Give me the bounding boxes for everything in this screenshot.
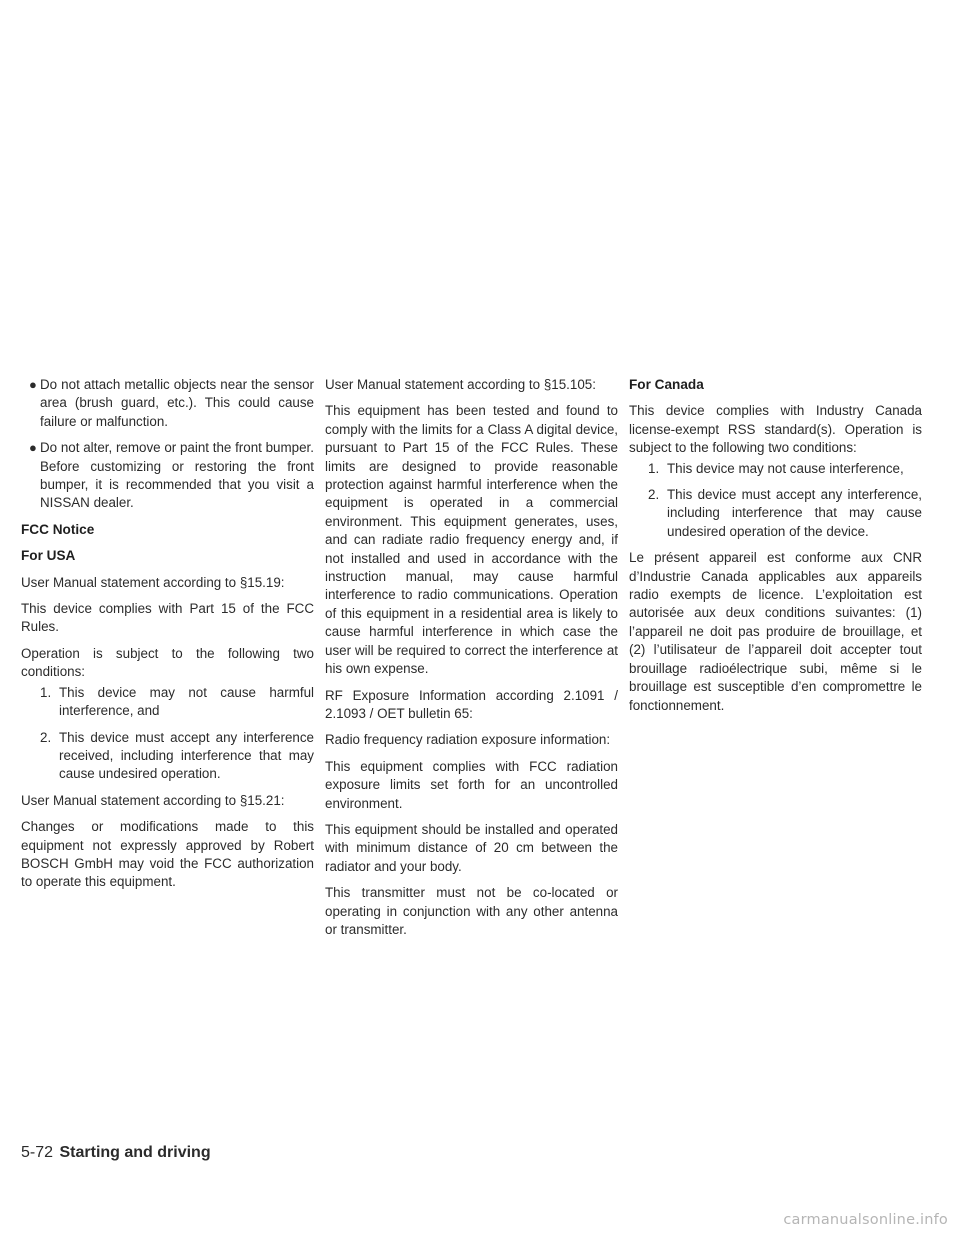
- list-text: This device may not cause harmful interference, and: [59, 684, 314, 719]
- list-text: This device must accept any interference, including interference that may cause undesired operation of the device.: [667, 487, 922, 539]
- paragraph-changes: Changes or modifications made to this equipment not expressly approved by Robert BOSCH GmbH may void the FCC authorization to operate this equipment.: [21, 819, 314, 890]
- paragraph-rf-exposure: RF Exposure Information according 2.1091 / 2.1093 / OET bulletin 65:: [325, 687, 618, 721]
- list-number: 1.: [648, 460, 660, 476]
- heading-fcc-notice: FCC Notice: [21, 521, 95, 537]
- bullet-text: Do not attach metallic objects near the sensor area (brush guard, etc.). This could cause failure or malfunction.: [40, 377, 314, 429]
- paragraph-15-19: User Manual statement according to §15.19:: [21, 574, 285, 590]
- paragraph-part15: This device complies with Part 15 of the FCC Rules.: [21, 601, 314, 635]
- column-left: [21, 376, 314, 900]
- watermark-text: carmanualsonline.info: [783, 1212, 948, 1228]
- list-item: [629, 486, 922, 541]
- heading-for-usa: For USA: [21, 548, 76, 564]
- paragraph-french: Le présent appareil est conforme aux CNR d’Industrie Canada applicables aux appareils radio exempts de licence. L’exploitation est autorisée aux deux conditions suivantes: (1) l’appareil ne doit pas produire de brouillage, et (2) l’utilisateur de l’appareil doit accepter tout brouillage radioélectrique subi, même si le brouillage est susceptible d’en compromettre le fonctionnement.: [629, 550, 922, 713]
- list-text: This device may not cause interference,: [667, 460, 904, 476]
- paragraph-complies: This equipment complies with FCC radiation exposure limits set forth for an uncontrolled environment.: [325, 758, 618, 811]
- list-item: [21, 729, 314, 784]
- bullet-item: [21, 376, 314, 431]
- canada-conditions-list: [629, 460, 922, 542]
- page-footer: [21, 1143, 211, 1163]
- list-number: 2.: [40, 729, 52, 745]
- list-item: [629, 460, 922, 478]
- list-number: 1.: [40, 684, 52, 700]
- bullet-icon: ●: [29, 440, 37, 456]
- paragraph-radiation-info: Radio frequency radiation exposure information:: [325, 732, 611, 748]
- section-title: Starting and driving: [59, 1144, 211, 1161]
- list-number: 2.: [648, 487, 660, 503]
- list-item: [21, 684, 314, 721]
- column-right: [629, 376, 922, 723]
- column-middle: [325, 376, 618, 947]
- bullet-item: [21, 439, 314, 513]
- paragraph-industry-canada: This device complies with Industry Canada license-exempt RSS standard(s). Operation is subject to the following two conditions:: [629, 403, 922, 456]
- paragraph-tested: This equipment has been tested and found to comply with the limits for a Class A digital device, pursuant to Part 15 of the FCC Rules. These limits are designed to provide reasonable protection against harmful interference when the equipment is operated in a commercial environment. This equipment generates, uses, and can radiate radio frequency energy and, if not installed and used in accordance with the instruction manual, may cause harmful interference to radio communications. Operation of this equipment in a residential area is likely to cause harmful interference in which case the user will be required to correct the interference at his own expense.: [325, 403, 618, 677]
- usa-conditions-list: [21, 684, 314, 784]
- bullet-icon: ●: [29, 377, 37, 392]
- list-text: This device must accept any interference received, including interference that may cause undesired operation.: [59, 729, 314, 782]
- paragraph-15-105: User Manual statement according to §15.105:: [325, 377, 596, 392]
- paragraph-transmitter: This transmitter must not be co-located or operating in conjunction with any other antenna or transmitter.: [325, 885, 618, 937]
- page-number: 5-72: [21, 1144, 54, 1161]
- paragraph-operation: Operation is subject to the following two conditions:: [21, 645, 314, 680]
- bullet-text: Do not alter, remove or paint the front bumper. Before customizing or restoring the front bumper, it is recommended that you visit a NISSAN dealer.: [40, 440, 314, 511]
- paragraph-installed: This equipment should be installed and operated with minimum distance of 20 cm between the radiator and your body.: [325, 821, 618, 874]
- heading-for-canada: For Canada: [629, 377, 704, 392]
- paragraph-15-21: User Manual statement according to §15.21:: [21, 792, 285, 808]
